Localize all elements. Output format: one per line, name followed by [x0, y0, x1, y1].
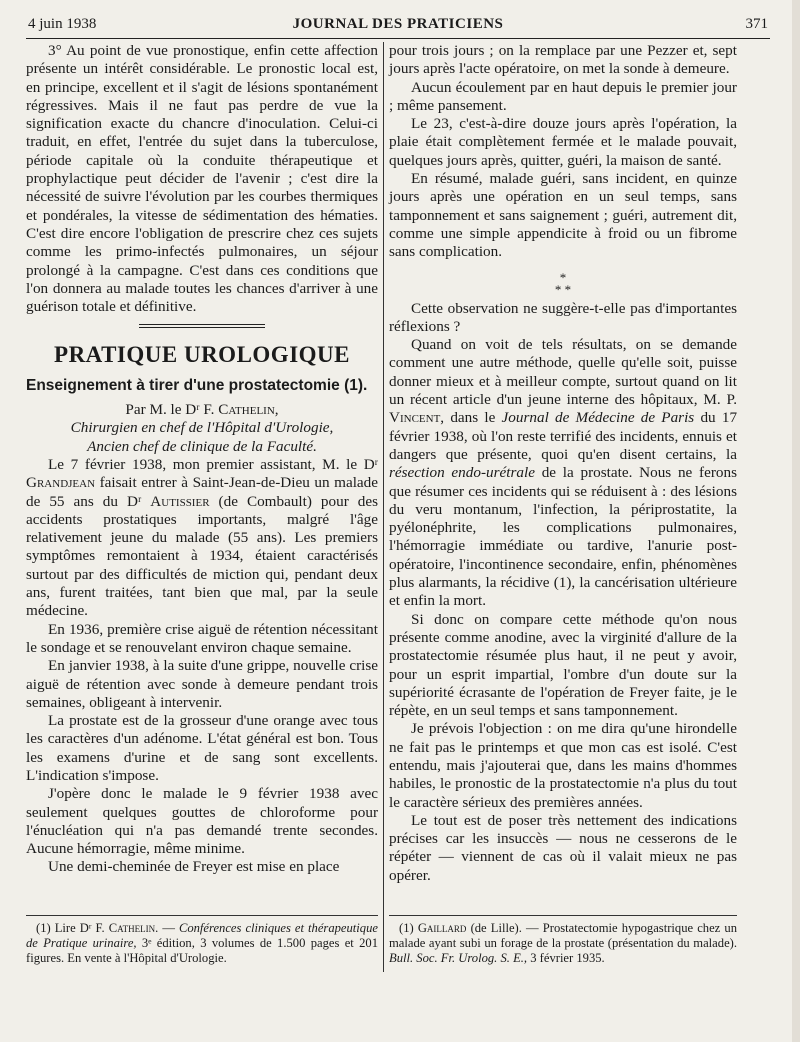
- footnote-left: [26, 921, 378, 966]
- text-run: —: [162, 921, 175, 935]
- running-header: [28, 14, 768, 36]
- column-divider: [383, 42, 384, 972]
- body-paragraph: Une demi-cheminée de Freyer est mise en place: [48, 858, 340, 876]
- author-affiliation-2: Ancien chef de clinique de la Faculté.: [87, 437, 317, 455]
- journal-name: Journal de Médecine de Paris: [501, 409, 695, 427]
- section-separator: [139, 324, 265, 328]
- issue-date: 4 juin 1938: [28, 16, 97, 32]
- body-paragraph: Le 23, c'est-à-dire douze jours après l'opération, la plaie était complètement fermée et le malade pouvait, quelques jours après, quitter, guéri, la maison de santé.: [389, 115, 737, 169]
- body-paragraph: Aucun écoulement par en haut depuis le premier jour ; même pansement.: [389, 78, 737, 114]
- body-paragraph: En janvier 1938, à la suite d'une grippe, nouvelle crise aiguë de rétention avec sonde à demeure pendant trois semaines, obligeant à intervenir.: [26, 657, 378, 711]
- journal-title: JOURNAL DES PRATICIENS: [292, 16, 504, 32]
- right-column: [389, 42, 737, 885]
- person-name: Autissier: [150, 492, 210, 510]
- person-name: Vincent,: [389, 409, 445, 427]
- text-run: Le 7 février 1938, mon premier assistant, M. le Dʳ: [48, 455, 378, 473]
- citation-ref: Bull. Soc. Fr. Urolog. S. E.,: [389, 951, 528, 965]
- text-run: 3ᵉ édition, 3 volumes de 1.500 pages et 201 figures. En vente à l'Hôpital d'Urologie.: [26, 936, 379, 965]
- text-run: (de Lille). — Prostatectomie hypogastrique chez un malade ayant subi un forage de la prostate (présentation du malade).: [389, 921, 737, 950]
- text-run: (1) Lire Dʳ F.: [36, 921, 105, 935]
- asterism-separator: * * *: [554, 269, 572, 297]
- body-paragraph: Si donc on compare cette méthode qu'on nous présente comme anodine, avec la virginité d'allure de la prostatectomie résumée plus haut, il ne peut y avoir, pour un esprit impartial, l'ombre d'un doute sur la supériorité écrasante de l'opération de Freyer faite, je le répète, en un seul temps et sans tamponnement.: [389, 610, 737, 720]
- person-name: Gaillard: [417, 921, 467, 935]
- text-run: (de Combault) pour des accidents prostatiques importants, malgré l'âge relativement jeune du malade (55 ans). Les premiers symptômes remontaient à 1934, étaient caractérisés surtout par des difficultés de miction qui, pendant deux ans, furent traitées, tant bien que mal, par la seule médecine.: [26, 492, 379, 620]
- footnote-right: [389, 921, 737, 966]
- text-run: de la prostate. Nous ne ferons que résumer ces incidents qui se réduisent à : des lésions du veru montanum, l'infection, la périprostatite, la pyélonéphrite, les complications pulmonaires, l'hémorragie immédiate ou tardive, l'anurie post-opératoire, l'incontinence secondaire, enfin, phénomènes plus alarmants, la récidive (1), la cancérisation ultérieure et enfin la mort.: [389, 464, 737, 610]
- body-paragraph: Cette observation ne suggère-t-elle pas d'importantes réflexions ?: [389, 299, 737, 335]
- author-name: Cathelin,: [218, 401, 279, 419]
- text-run: du 17 février 1938, où l'on reste terrifié des incidents, ennuis et dangers que présente, quoi qu'en disent certains, la: [389, 409, 738, 463]
- footnote-rule-right: [389, 915, 737, 916]
- text-run: faisait entrer à Saint-Jean-de-Dieu un malade de 55 ans du Dʳ: [26, 474, 378, 510]
- text-run: 3 février 1935.: [530, 951, 605, 965]
- text-run: Quand on voit de tels résultats, on se demande comment une autre méthode, quelle qu'elle soit, puisse donner mieux et à meilleur compte, surtout quand on lit un récent article d'un jeune interne des hôpitaux, M. P.: [389, 336, 737, 409]
- footnote-rule-left: [26, 915, 378, 916]
- person-name: Cathelin.: [108, 921, 159, 935]
- body-paragraph: [389, 336, 737, 610]
- intro-paragraph: 3° Au point de vue pronostique, enfin cette affection présente un intérêt considérable. Le pronostic local est, en principe, excellent et il s'agit de lésions spontanément régressives. Mais il ne faut pas perdre de vue la signification exacte du chancre d'inoculation. Celui-ci traduit, en effet, l'entrée du sujet dans la tuberculose, période capitale où la conduite thérapeutique et prophylactique peut décider de l'avenir ; c'est dire la nécessité de suivre l'évolution par les courbes thermiques et pondérales, la vitesse de sédimentation des hématies. C'est dire encore l'obligation de prescrire chez ces sujets comme les primo-infectés pulmonaires, un séjour prolongé à la campagne. C'est dans ces conditions que l'on donnera au malade toutes les chances d'arriver à une guérison totale et définitive.: [26, 42, 378, 316]
- author-prefix: Par M. le Dʳ F.: [125, 401, 215, 419]
- book-title: Conférences cliniques et thérapeutique de Pratique urinaire,: [26, 921, 378, 950]
- body-paragraph: Je prévois l'objection : on me dira qu'une hirondelle ne fait pas le printemps et que mon cas est isolé. C'est entendu, mais j'ajouterai que, dans les mains d'hommes habiles, le pronostic de la prostatectomie n'a plus du tout le caractère sérieux des premières années.: [389, 720, 737, 811]
- person-name: Grandjean: [26, 474, 96, 492]
- body-paragraph: [26, 456, 378, 621]
- author-line: [26, 401, 378, 419]
- body-paragraph: J'opère donc le malade le 9 février 1938 avec seulement quelques gouttes de chloroforme pour l'énucléation qui n'a pas demandé trente secondes. Aucune hémorragie, même minime.: [26, 785, 378, 858]
- body-paragraph: pour trois jours ; on la remplace par une Pezzer et, sept jours après l'acte opératoire, on met la sonde à demeure.: [389, 42, 737, 78]
- left-column: [26, 42, 378, 877]
- section-title: PRATIQUE UROLOGIQUE: [54, 342, 350, 368]
- text-run: (1): [399, 921, 414, 935]
- header-rule: [26, 38, 770, 39]
- page-edge: [792, 0, 800, 1042]
- body-paragraph: Le tout est de poser très nettement des indications précises car les insuccès — nous ne cesserons de le répéter — viennent de cas où il valait mieux ne pas opérer.: [389, 811, 737, 884]
- text-run: dans le: [450, 409, 496, 427]
- body-paragraph: En résumé, malade guéri, sans incident, en quinze jours après une opération en un seul temps, sans tamponnement et sans saignement ; guéri, autrement dit, comme une simple appendicite à froid ou un fibrome sans complication.: [389, 170, 737, 261]
- article-title: Enseignement à tirer d'une prostatectomie (1).: [26, 376, 368, 394]
- technical-term: résection endo-urétrale: [389, 464, 535, 482]
- author-affiliation-1: Chirurgien en chef de l'Hôpital d'Urologie,: [70, 419, 334, 437]
- page-number: 371: [745, 16, 768, 32]
- body-paragraph: La prostate est de la grosseur d'une orange avec tous les caractères d'un adénome. L'état général est bon. Tous les examens d'urine et de sang sont excellents. L'indication s'impose.: [26, 712, 378, 784]
- body-paragraph: En 1936, première crise aiguë de rétention nécessitant le sondage et se renouvelant environ chaque semaine.: [26, 620, 378, 656]
